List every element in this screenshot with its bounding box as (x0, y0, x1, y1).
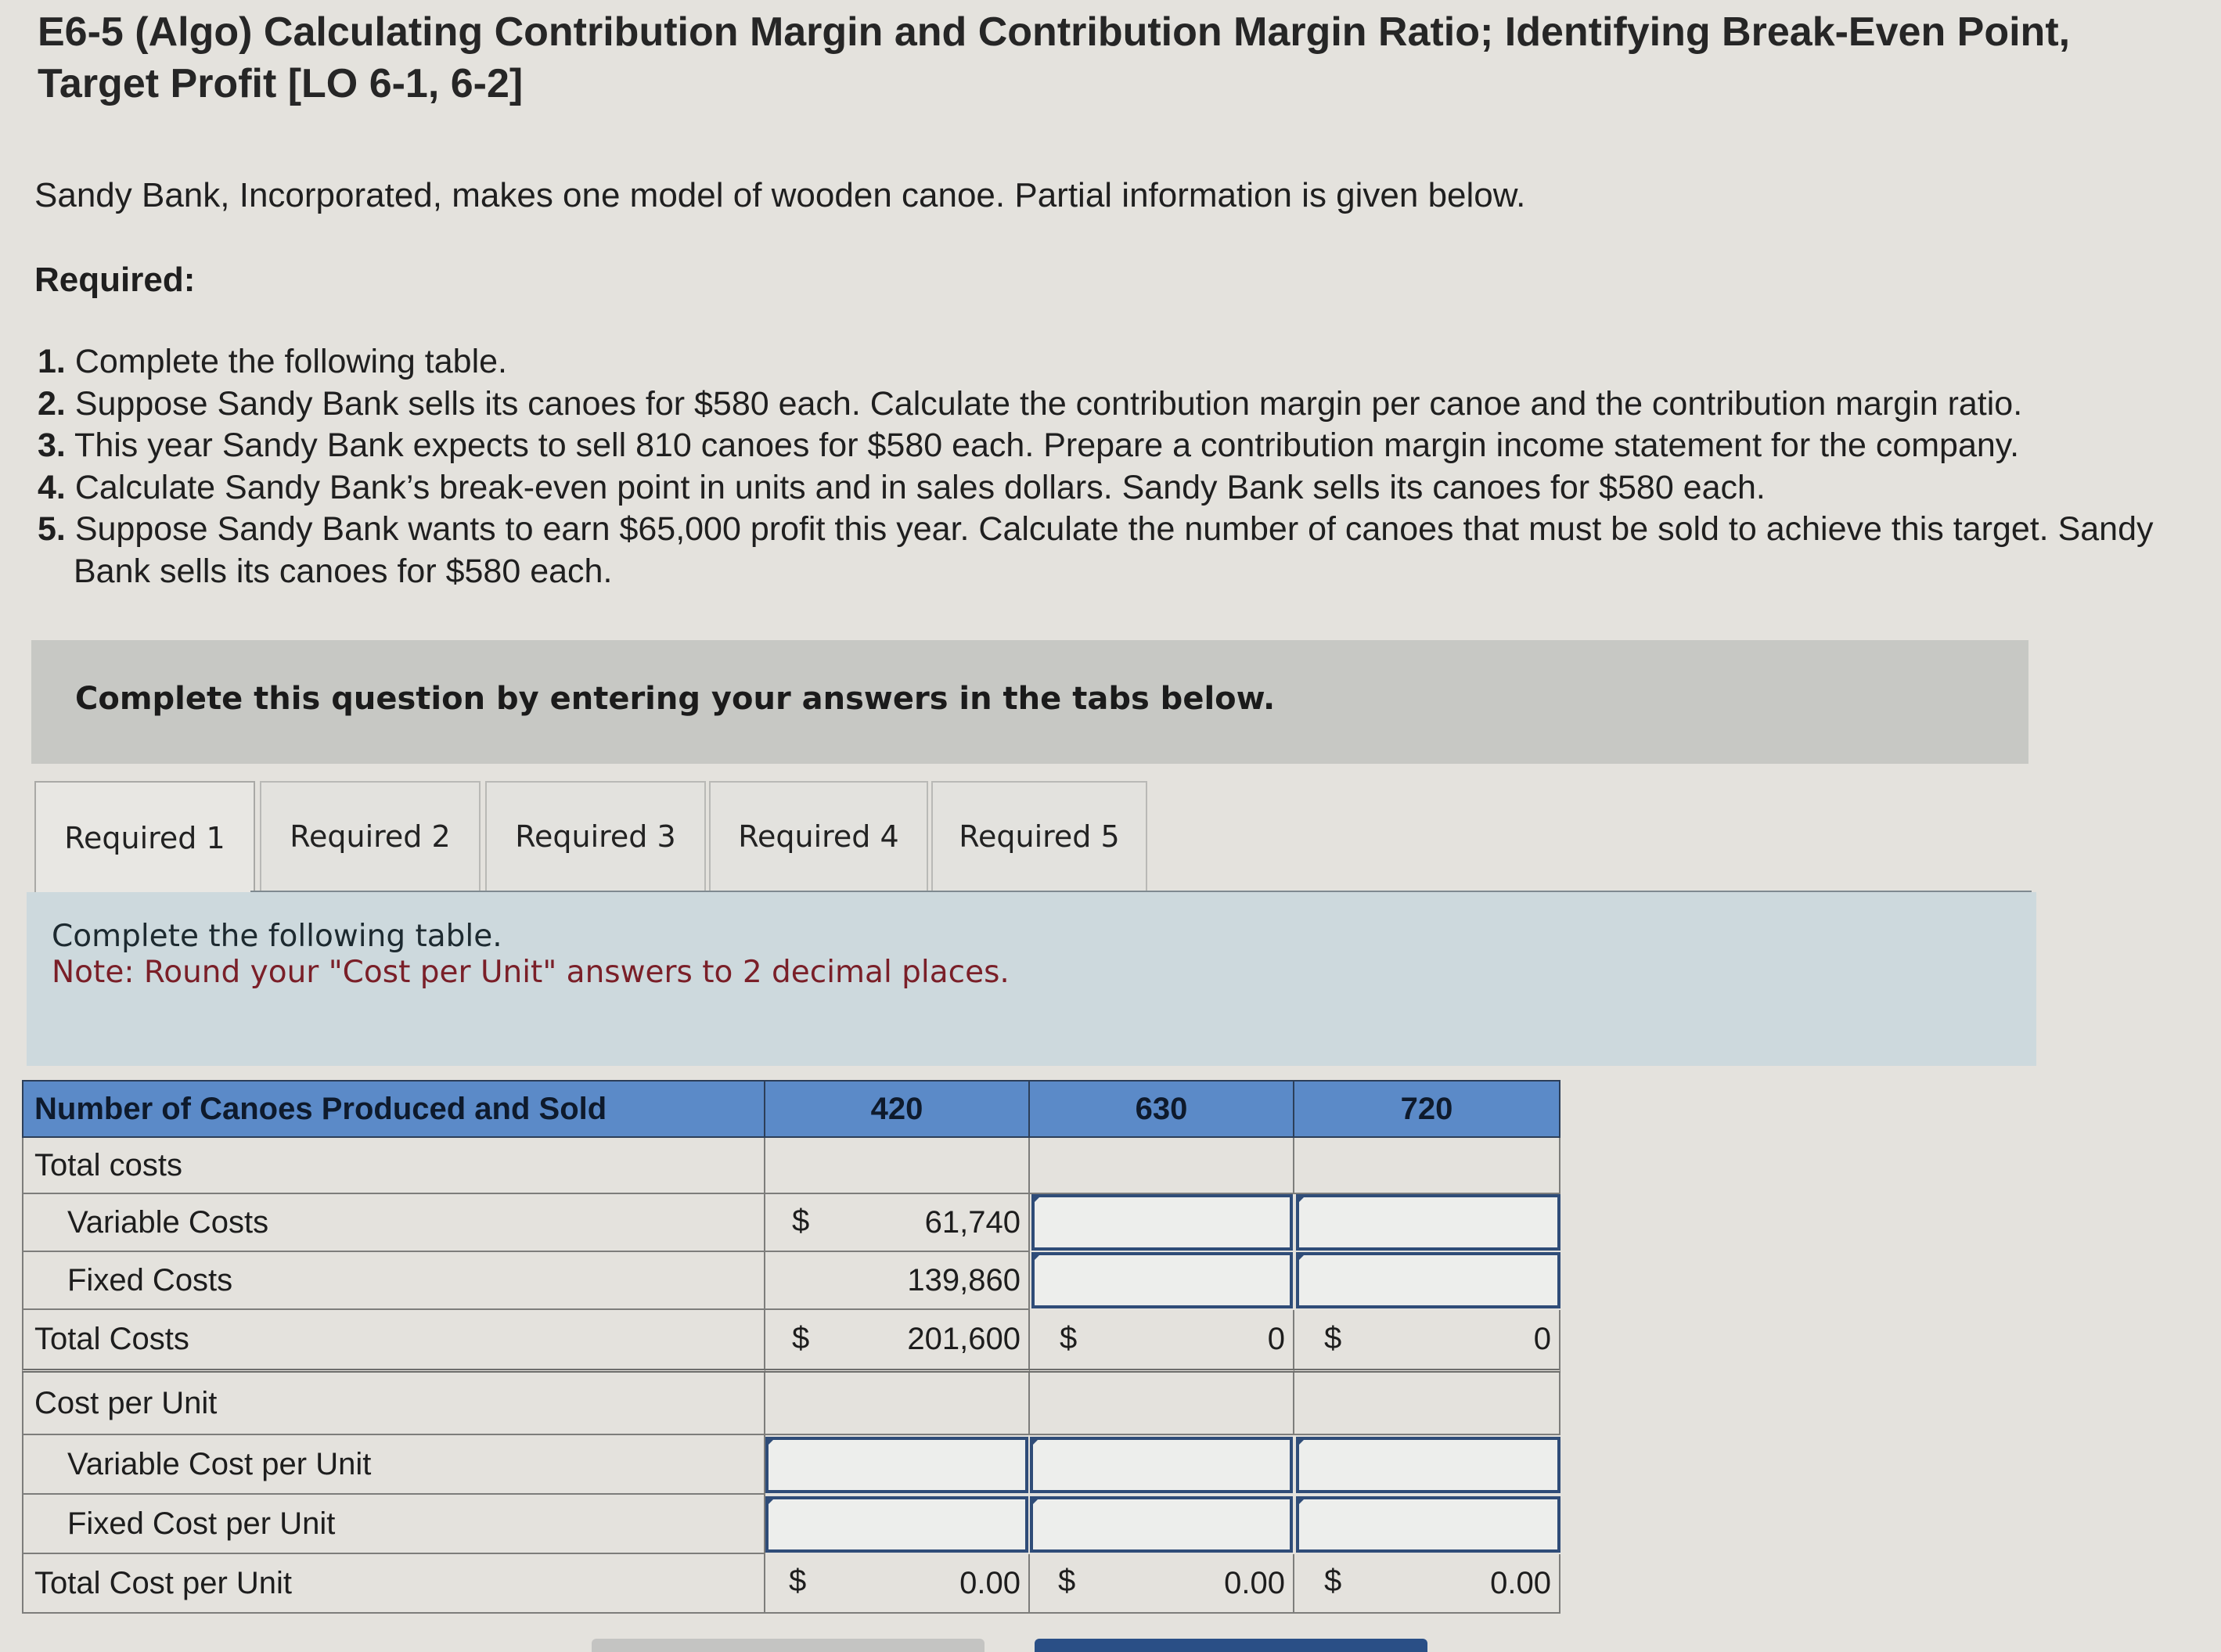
requirement-number: 1. (38, 343, 66, 380)
prev-button[interactable] (592, 1639, 985, 1652)
table-cell (764, 1373, 1030, 1435)
currency-symbol: $ (792, 1204, 810, 1238)
requirement-text: Suppose Sandy Bank wants to earn $65,000 profit this year. Calculate the number of canoes that must be sold to achieve this target. Sandy Bank sells its canoes for $580 each. (74, 510, 2154, 590)
table-cell (1028, 1138, 1294, 1194)
variable-cost-per-unit-420-input[interactable] (765, 1437, 1028, 1493)
total-cost-per-unit-420-value: 0.00 (764, 1554, 1030, 1614)
requirement-text: This year Sandy Bank expects to sell 810 canoes for $580 each. Prepare a contribution margin income statement for the company. (74, 426, 2020, 464)
currency-symbol: $ (1060, 1321, 1078, 1355)
row-label-total-cost-per-unit: Total Cost per Unit (22, 1554, 765, 1614)
requirement-number: 2. (38, 384, 66, 423)
total-cost-per-unit-630-value: 0.00 (1028, 1554, 1294, 1614)
row-label-total-costs-heading: Total costs (22, 1138, 765, 1194)
table-cell (764, 1138, 1030, 1194)
requirement-item (38, 425, 2213, 467)
total-costs-630-value: 0 (1028, 1310, 1294, 1373)
page-title: E6-5 (Algo) Calculating Contribution Margin and Contribution Margin Ratio; Identifying Break-Even Point, Target Profit [LO 6-1, 6-2] (38, 9, 2071, 106)
requirement-number: 5. (38, 510, 66, 548)
requirements-list (38, 341, 2213, 592)
total-costs-420-value: 201,600 (764, 1310, 1030, 1373)
requirement-text: Calculate Sandy Bank’s break-even point in units and in sales dollars. Sandy Bank sells its canoes for $580 each. (74, 468, 1766, 506)
table-cell (1293, 1373, 1560, 1435)
table-header-label: Number of Canoes Produced and Sold (22, 1080, 765, 1138)
requirement-text: Complete the following table. (74, 343, 507, 380)
tab-required-4[interactable]: Required 4 (709, 781, 928, 891)
currency-symbol: $ (1324, 1321, 1342, 1355)
currency-symbol: $ (1058, 1564, 1076, 1598)
tab-required-3[interactable]: Required 3 (485, 781, 706, 891)
row-label-cost-per-unit-heading: Cost per Unit (22, 1373, 765, 1435)
tab-required-1[interactable]: Required 1 (34, 781, 255, 894)
fixed-cost-per-unit-630-input[interactable] (1030, 1496, 1293, 1553)
cost-table (22, 1080, 1564, 1612)
table-cell (1028, 1373, 1294, 1435)
row-label-variable-cost-per-unit: Variable Cost per Unit (22, 1435, 765, 1495)
rounding-note: Note: Round your "Cost per Unit" answers to 2 decimal places. (52, 955, 1010, 990)
requirement-number: 4. (38, 468, 66, 506)
fixed-costs-720-input[interactable] (1296, 1252, 1560, 1308)
requirement-item (38, 509, 2213, 592)
requirement-text: Suppose Sandy Bank sells its canoes for $580 each. Calculate the contribution margin per canoe and the contribution margin ratio. (74, 384, 2023, 423)
variable-costs-420-value: 61,740 (764, 1194, 1030, 1252)
requirement-item (38, 383, 2213, 426)
requirement-item (38, 341, 2213, 383)
instruction-text: Complete the following table. (52, 919, 502, 954)
requirement-item (38, 467, 2213, 509)
table-cell (1293, 1138, 1560, 1194)
required-heading: Required: (34, 261, 196, 299)
instructions-panel (27, 892, 2036, 1066)
variable-cost-per-unit-630-input[interactable] (1030, 1437, 1293, 1493)
tab-required-2[interactable]: Required 2 (260, 781, 481, 891)
column-header-630: 630 (1028, 1080, 1294, 1138)
banner-text: Complete this question by entering your answers in the tabs below. (75, 681, 1276, 717)
fixed-cost-per-unit-420-input[interactable] (765, 1496, 1028, 1553)
fixed-cost-per-unit-720-input[interactable] (1296, 1496, 1560, 1553)
problem-intro: Sandy Bank, Incorporated, makes one model of wooden canoe. Partial information is given below. (34, 176, 1526, 214)
currency-symbol: $ (1324, 1564, 1342, 1598)
tab-required-5[interactable]: Required 5 (931, 781, 1147, 891)
fixed-costs-420-value: 139,860 (764, 1252, 1030, 1310)
row-label-fixed-costs: Fixed Costs (22, 1252, 765, 1310)
requirement-number: 3. (38, 426, 66, 464)
instructions-banner (31, 640, 2028, 764)
row-label-total-costs: Total Costs (22, 1310, 765, 1373)
fixed-costs-630-input[interactable] (1031, 1252, 1293, 1308)
column-header-720: 720 (1293, 1080, 1560, 1138)
column-header-420: 420 (764, 1080, 1030, 1138)
total-cost-per-unit-720-value: 0.00 (1293, 1554, 1560, 1614)
row-label-variable-costs: Variable Costs (22, 1194, 765, 1252)
currency-symbol: $ (789, 1564, 807, 1598)
variable-costs-720-input[interactable] (1296, 1194, 1560, 1251)
variable-costs-630-input[interactable] (1031, 1194, 1293, 1251)
row-label-fixed-cost-per-unit: Fixed Cost per Unit (22, 1495, 765, 1554)
currency-symbol: $ (792, 1321, 810, 1355)
total-costs-720-value: 0 (1293, 1310, 1560, 1373)
next-button[interactable] (1035, 1639, 1427, 1652)
variable-cost-per-unit-720-input[interactable] (1296, 1437, 1560, 1493)
